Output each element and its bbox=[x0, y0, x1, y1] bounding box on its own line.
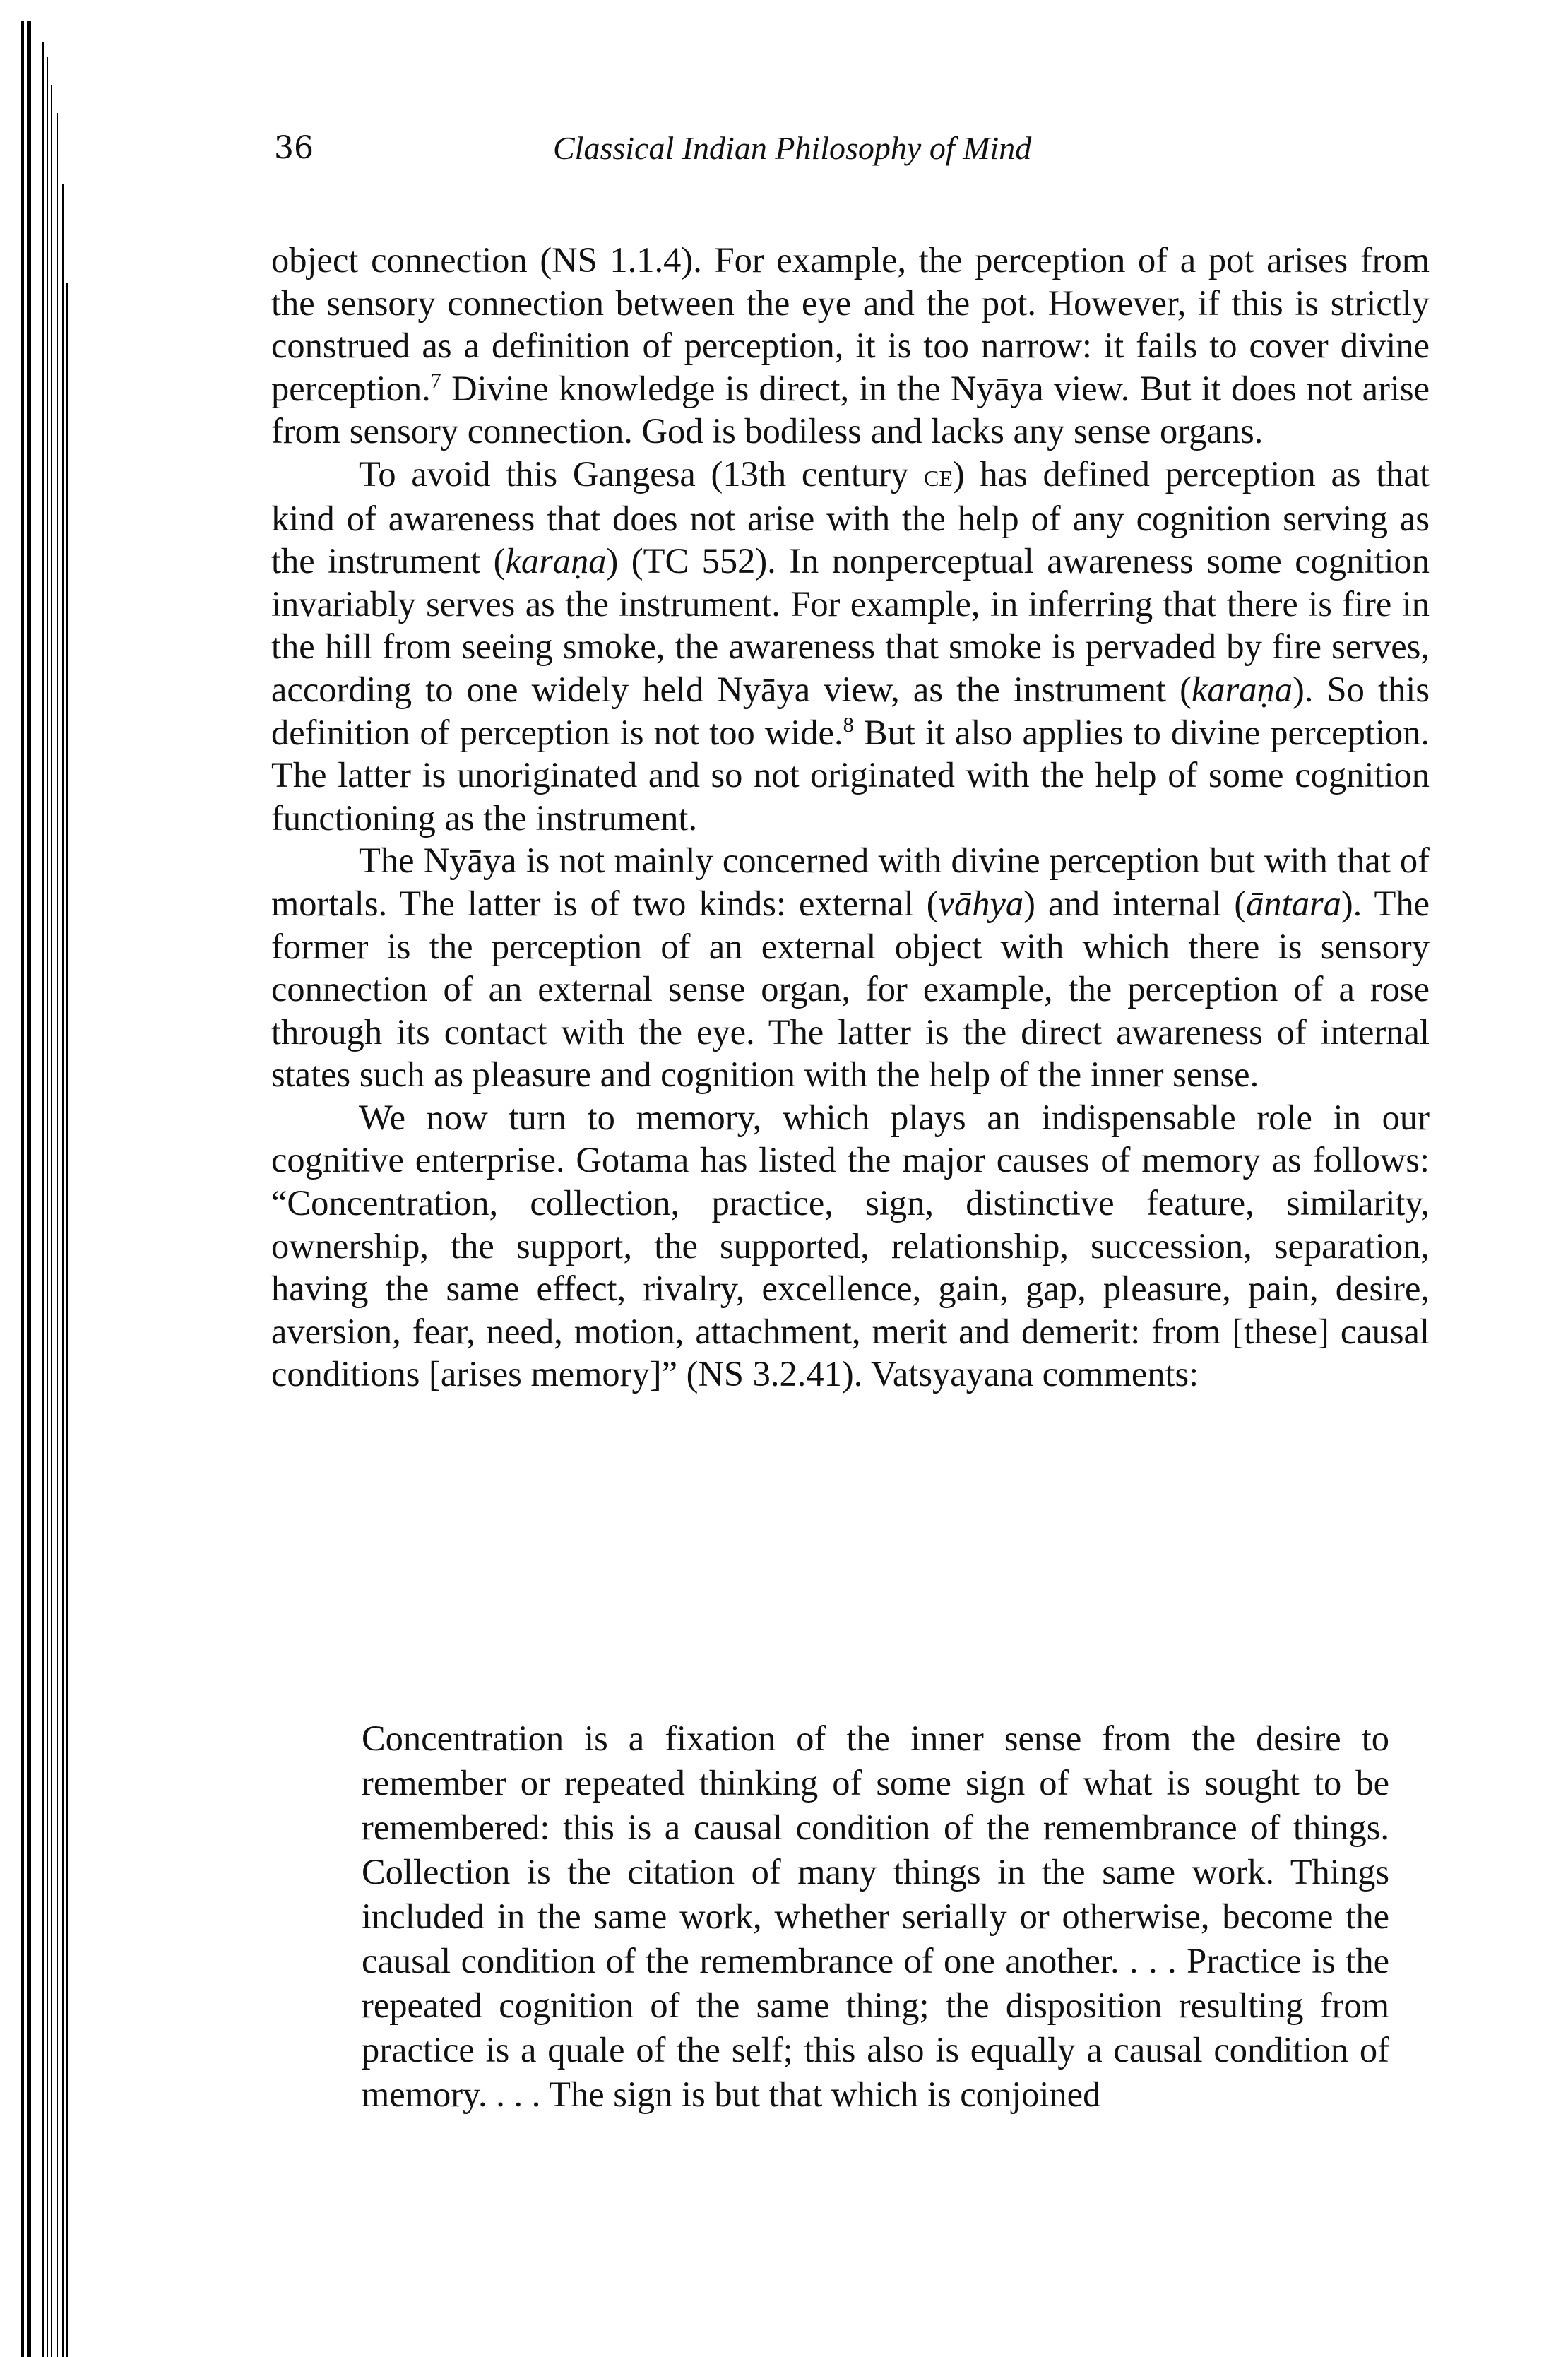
body-paragraph: We now turn to memory, which plays an indispensable role in our cognitive enterprise. Gotama has listed the major causes of memory as follows: “Concentration, collection, practice, sign, distinctive feature, similarity, ownership, the support, the supported, relationship, succession, separation, having the same effect, rivalry, excellence, gain, gap, pleasure, pain, desire, aversion, fear, need, motion, attachment, merit and demerit: from [these] causal conditions [arises memory]” (NS 3.2.41). Vatsyayana comments: bbox=[271, 1097, 1430, 1394]
footnote-marker[interactable]: 7 bbox=[430, 368, 441, 393]
sanskrit-term: karaṇa bbox=[1191, 669, 1293, 709]
binding-line bbox=[62, 184, 64, 2357]
quotation-paragraph: Concentration is a fixation of the inner sense from the desire to remember or repeated thinking of some sign of what is sought to be remembered: this is a causal condition of the remembrance of things. Collection is the citation of many things in the same work. Things included in the same work, whether serially or otherwise, become the causal condition of the remembrance of one another. . . . Practice is the repeated cognition of the same thing; the disposition resulting from practice is a quale of the self; this also is equally a causal condition of memory. . . . The sign is but that which is conjoined bbox=[362, 1718, 1389, 2114]
block-quotation bbox=[362, 1716, 1389, 2117]
sanskrit-term: āntara bbox=[1246, 883, 1341, 923]
page-header bbox=[274, 127, 1425, 170]
footnote-marker[interactable]: 8 bbox=[843, 712, 854, 737]
binding-line bbox=[47, 57, 48, 2357]
sanskrit-term: karaṇa bbox=[505, 541, 607, 581]
page-number: 36 bbox=[274, 130, 314, 166]
binding-line bbox=[27, 21, 31, 2357]
body-paragraph: The Nyāya is not mainly concerned with divine perception but with that of mortals. The latter is of two kinds: external (vāhya) and internal (āntara). The former is the perception of an external object with which there is sensory connection of an external sense organ, for example, the perception of a rose through its contact with the eye. The latter is the direct awareness of internal states such as pleasure and cognition with the help of the inner sense. bbox=[271, 841, 1430, 1095]
book-binding-edge bbox=[0, 0, 78, 2357]
binding-line bbox=[66, 283, 68, 2357]
era-abbreviation: ce bbox=[923, 456, 953, 493]
body-text bbox=[271, 239, 1430, 1396]
binding-line bbox=[42, 42, 44, 2357]
body-paragraph: object connection (NS 1.1.4). For example, the perception of a pot arises from the sensory connection between the eye and the pot. However, if this is strictly construed as a definition of perception, it is too narrow: it fails to cover divine perception.$^7$ Divine knowledge is direct, in the Nyāya view. But it does not arise from sensory connection. God is bodiless and lacks any sense organs. bbox=[271, 240, 1430, 451]
running-title: Classical Indian Philosophy of Mind bbox=[553, 130, 1032, 166]
binding-line bbox=[21, 21, 24, 2357]
sanskrit-term: vāhya bbox=[938, 883, 1024, 923]
binding-line bbox=[51, 85, 52, 2357]
binding-line bbox=[57, 113, 58, 2357]
body-paragraph: To avoid this Gangesa (13th century ce) has defined perception as that kind of awareness that does not arise with the help of any cognition serving as the instrument (karaṇa) (TC 552). In nonperceptual awareness some cognition invariably serves as the instrument. For example, in inferring that there is fire in the hill from seeing smoke, the awareness that smoke is pervaded by fire serves, according to one widely held Nyāya view, as the instrument (karaṇa). So this definition of perception is not too wide.$^8$ But it also applies to divine perception. The latter is unoriginated and so not originated with the help of some cognition functioning as the instrument. bbox=[271, 453, 1430, 838]
